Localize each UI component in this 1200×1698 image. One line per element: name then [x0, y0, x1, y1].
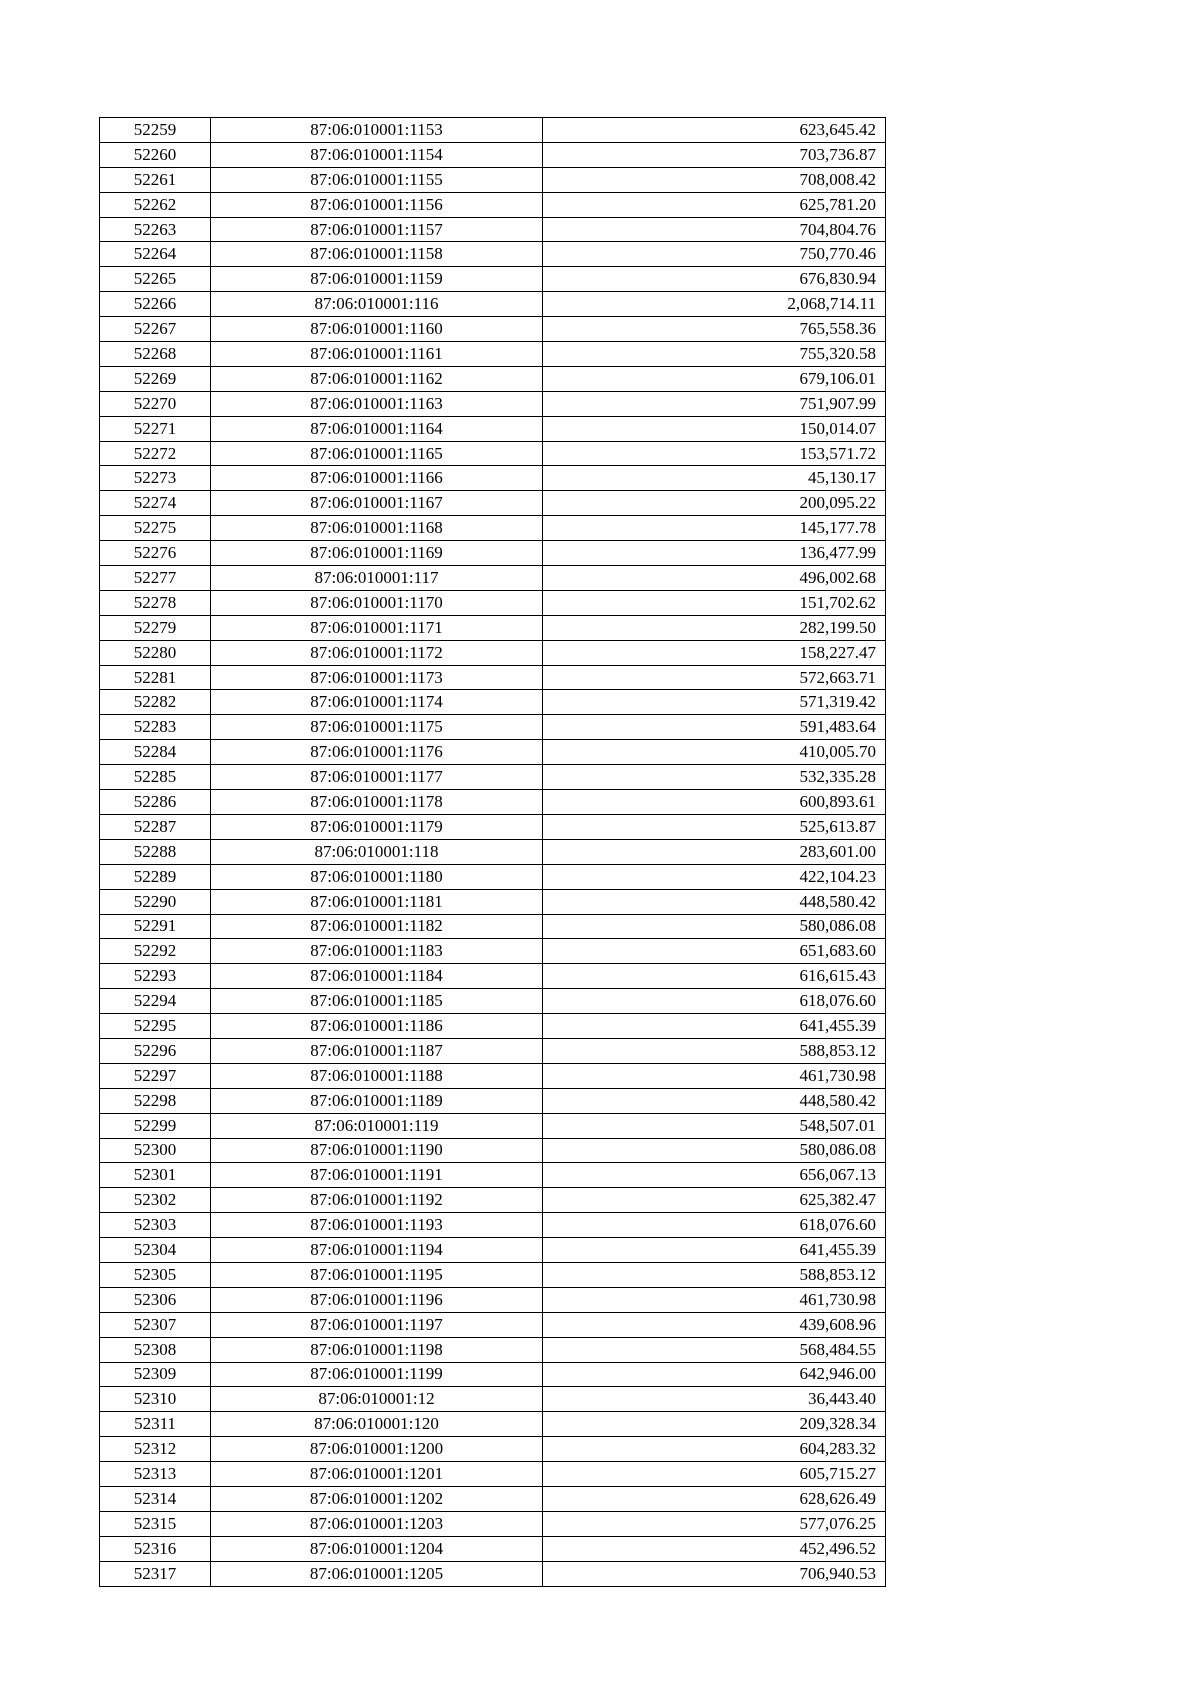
cadastral-number-cell: 87:06:010001:1170 — [211, 590, 543, 615]
value-cell: 703,736.87 — [543, 142, 886, 167]
table-row — [100, 267, 886, 292]
row-number-cell: 52311 — [100, 1412, 211, 1437]
row-number-cell: 52267 — [100, 317, 211, 342]
value-cell: 676,830.94 — [543, 267, 886, 292]
row-number-cell: 52289 — [100, 864, 211, 889]
table-row — [100, 1337, 886, 1362]
table-row — [100, 939, 886, 964]
row-number-cell: 52298 — [100, 1088, 211, 1113]
table-row — [100, 914, 886, 939]
row-number-cell: 52271 — [100, 416, 211, 441]
cadastral-number-cell: 87:06:010001:1173 — [211, 665, 543, 690]
cadastral-number-cell: 87:06:010001:1176 — [211, 740, 543, 765]
table-row — [100, 1163, 886, 1188]
value-cell: 448,580.42 — [543, 889, 886, 914]
row-number-cell: 52316 — [100, 1536, 211, 1561]
value-cell: 282,199.50 — [543, 615, 886, 640]
value-cell: 532,335.28 — [543, 765, 886, 790]
table-row — [100, 889, 886, 914]
row-number-cell: 52290 — [100, 889, 211, 914]
cadastral-number-cell: 87:06:010001:1181 — [211, 889, 543, 914]
value-cell: 496,002.68 — [543, 566, 886, 591]
row-number-cell: 52301 — [100, 1163, 211, 1188]
value-cell: 641,455.39 — [543, 1014, 886, 1039]
row-number-cell: 52291 — [100, 914, 211, 939]
value-cell: 625,781.20 — [543, 192, 886, 217]
value-cell: 651,683.60 — [543, 939, 886, 964]
table-row — [100, 989, 886, 1014]
table-row — [100, 864, 886, 889]
table-row — [100, 142, 886, 167]
cadastral-number-cell: 87:06:010001:1159 — [211, 267, 543, 292]
row-number-cell: 52269 — [100, 366, 211, 391]
table-row — [100, 740, 886, 765]
table-row — [100, 366, 886, 391]
value-cell: 153,571.72 — [543, 441, 886, 466]
cadastral-number-cell: 87:06:010001:1153 — [211, 118, 543, 143]
table-row — [100, 242, 886, 267]
value-cell: 605,715.27 — [543, 1462, 886, 1487]
value-cell: 45,130.17 — [543, 466, 886, 491]
value-cell: 577,076.25 — [543, 1511, 886, 1536]
table-row — [100, 541, 886, 566]
value-cell: 136,477.99 — [543, 541, 886, 566]
table-row — [100, 615, 886, 640]
cadastral-number-cell: 87:06:010001:1163 — [211, 391, 543, 416]
cadastral-number-cell: 87:06:010001:1161 — [211, 342, 543, 367]
value-cell: 765,558.36 — [543, 317, 886, 342]
cadastral-number-cell: 87:06:010001:117 — [211, 566, 543, 591]
value-cell: 568,484.55 — [543, 1337, 886, 1362]
row-number-cell: 52270 — [100, 391, 211, 416]
table-row — [100, 317, 886, 342]
value-cell: 706,940.53 — [543, 1561, 886, 1586]
value-cell: 209,328.34 — [543, 1412, 886, 1437]
value-cell: 150,014.07 — [543, 416, 886, 441]
table-row — [100, 1511, 886, 1536]
value-cell: 604,283.32 — [543, 1437, 886, 1462]
row-number-cell: 52274 — [100, 491, 211, 516]
row-number-cell: 52293 — [100, 964, 211, 989]
table-row — [100, 416, 886, 441]
value-cell: 600,893.61 — [543, 790, 886, 815]
value-cell: 548,507.01 — [543, 1113, 886, 1138]
row-number-cell: 52273 — [100, 466, 211, 491]
row-number-cell: 52313 — [100, 1462, 211, 1487]
table-row — [100, 1437, 886, 1462]
value-cell: 158,227.47 — [543, 640, 886, 665]
row-number-cell: 52260 — [100, 142, 211, 167]
table-row — [100, 790, 886, 815]
table-row — [100, 516, 886, 541]
row-number-cell: 52302 — [100, 1188, 211, 1213]
row-number-cell: 52306 — [100, 1287, 211, 1312]
value-cell: 572,663.71 — [543, 665, 886, 690]
cadastral-number-cell: 87:06:010001:1197 — [211, 1312, 543, 1337]
cadastral-number-cell: 87:06:010001:1198 — [211, 1337, 543, 1362]
value-cell: 36,443.40 — [543, 1387, 886, 1412]
row-number-cell: 52279 — [100, 615, 211, 640]
row-number-cell: 52286 — [100, 790, 211, 815]
value-cell: 708,008.42 — [543, 167, 886, 192]
table-row — [100, 1238, 886, 1263]
value-cell: 641,455.39 — [543, 1238, 886, 1263]
value-cell: 2,068,714.11 — [543, 292, 886, 317]
cadastral-number-cell: 87:06:010001:1203 — [211, 1511, 543, 1536]
table-row — [100, 1486, 886, 1511]
row-number-cell: 52262 — [100, 192, 211, 217]
cadastral-number-cell: 87:06:010001:1187 — [211, 1038, 543, 1063]
row-number-cell: 52272 — [100, 441, 211, 466]
row-number-cell: 52312 — [100, 1437, 211, 1462]
row-number-cell: 52292 — [100, 939, 211, 964]
row-number-cell: 52300 — [100, 1138, 211, 1163]
table-row — [100, 491, 886, 516]
row-number-cell: 52259 — [100, 118, 211, 143]
row-number-cell: 52308 — [100, 1337, 211, 1362]
cadastral-number-cell: 87:06:010001:1182 — [211, 914, 543, 939]
cadastral-number-cell: 87:06:010001:1194 — [211, 1238, 543, 1263]
table-row — [100, 1462, 886, 1487]
row-number-cell: 52276 — [100, 541, 211, 566]
cadastral-number-cell: 87:06:010001:1156 — [211, 192, 543, 217]
value-cell: 571,319.42 — [543, 690, 886, 715]
table-body — [100, 118, 886, 1587]
cadastral-number-cell: 87:06:010001:1196 — [211, 1287, 543, 1312]
value-cell: 616,615.43 — [543, 964, 886, 989]
cadastral-number-cell: 87:06:010001:1172 — [211, 640, 543, 665]
value-cell: 588,853.12 — [543, 1038, 886, 1063]
cadastral-number-cell: 87:06:010001:1180 — [211, 864, 543, 889]
row-number-cell: 52304 — [100, 1238, 211, 1263]
row-number-cell: 52261 — [100, 167, 211, 192]
table-row — [100, 590, 886, 615]
row-number-cell: 52296 — [100, 1038, 211, 1063]
table-row — [100, 715, 886, 740]
row-number-cell: 52285 — [100, 765, 211, 790]
table-row — [100, 192, 886, 217]
cadastral-number-cell: 87:06:010001:1160 — [211, 317, 543, 342]
table-row — [100, 292, 886, 317]
row-number-cell: 52303 — [100, 1213, 211, 1238]
table-row — [100, 839, 886, 864]
row-number-cell: 52294 — [100, 989, 211, 1014]
table-row — [100, 1262, 886, 1287]
value-cell: 410,005.70 — [543, 740, 886, 765]
value-cell: 625,382.47 — [543, 1188, 886, 1213]
cadastral-number-cell: 87:06:010001:1155 — [211, 167, 543, 192]
table-row — [100, 1412, 886, 1437]
row-number-cell: 52268 — [100, 342, 211, 367]
value-cell: 623,645.42 — [543, 118, 886, 143]
cadastral-number-cell: 87:06:010001:1177 — [211, 765, 543, 790]
value-cell: 656,067.13 — [543, 1163, 886, 1188]
table-row — [100, 1038, 886, 1063]
table-row — [100, 665, 886, 690]
cadastral-number-cell: 87:06:010001:1201 — [211, 1462, 543, 1487]
cadastral-number-cell: 87:06:010001:1184 — [211, 964, 543, 989]
row-number-cell: 52310 — [100, 1387, 211, 1412]
cadastral-number-cell: 87:06:010001:1167 — [211, 491, 543, 516]
table-row — [100, 342, 886, 367]
value-cell: 642,946.00 — [543, 1362, 886, 1387]
value-cell: 200,095.22 — [543, 491, 886, 516]
table-row — [100, 1312, 886, 1337]
row-number-cell: 52307 — [100, 1312, 211, 1337]
value-cell: 439,608.96 — [543, 1312, 886, 1337]
value-cell: 618,076.60 — [543, 989, 886, 1014]
value-cell: 591,483.64 — [543, 715, 886, 740]
value-cell: 422,104.23 — [543, 864, 886, 889]
table-row — [100, 1287, 886, 1312]
table-row — [100, 566, 886, 591]
table-row — [100, 1014, 886, 1039]
row-number-cell: 52315 — [100, 1511, 211, 1536]
row-number-cell: 52287 — [100, 814, 211, 839]
table-row — [100, 765, 886, 790]
cadastral-number-cell: 87:06:010001:1154 — [211, 142, 543, 167]
cadastral-number-cell: 87:06:010001:1189 — [211, 1088, 543, 1113]
cadastral-number-cell: 87:06:010001:116 — [211, 292, 543, 317]
value-cell: 755,320.58 — [543, 342, 886, 367]
table-row — [100, 1138, 886, 1163]
cadastral-number-cell: 87:06:010001:1165 — [211, 441, 543, 466]
cadastral-number-cell: 87:06:010001:1186 — [211, 1014, 543, 1039]
table-row — [100, 690, 886, 715]
row-number-cell: 52282 — [100, 690, 211, 715]
row-number-cell: 52281 — [100, 665, 211, 690]
row-number-cell: 52284 — [100, 740, 211, 765]
value-cell: 151,702.62 — [543, 590, 886, 615]
table-row — [100, 441, 886, 466]
value-cell: 704,804.76 — [543, 217, 886, 242]
value-cell: 588,853.12 — [543, 1262, 886, 1287]
cadastral-number-cell: 87:06:010001:1200 — [211, 1437, 543, 1462]
cadastral-number-cell: 87:06:010001:1183 — [211, 939, 543, 964]
cadastral-number-cell: 87:06:010001:1169 — [211, 541, 543, 566]
value-cell: 628,626.49 — [543, 1486, 886, 1511]
row-number-cell: 52266 — [100, 292, 211, 317]
data-table — [99, 117, 886, 1587]
cadastral-number-cell: 87:06:010001:120 — [211, 1412, 543, 1437]
table-row — [100, 167, 886, 192]
cadastral-number-cell: 87:06:010001:1168 — [211, 516, 543, 541]
table-row — [100, 1387, 886, 1412]
table-row — [100, 1536, 886, 1561]
cadastral-number-cell: 87:06:010001:1199 — [211, 1362, 543, 1387]
cadastral-number-cell: 87:06:010001:1185 — [211, 989, 543, 1014]
row-number-cell: 52277 — [100, 566, 211, 591]
cadastral-number-cell: 87:06:010001:1171 — [211, 615, 543, 640]
cadastral-number-cell: 87:06:010001:12 — [211, 1387, 543, 1412]
row-number-cell: 52263 — [100, 217, 211, 242]
table-row — [100, 1113, 886, 1138]
value-cell: 461,730.98 — [543, 1063, 886, 1088]
value-cell: 525,613.87 — [543, 814, 886, 839]
cadastral-number-cell: 87:06:010001:1204 — [211, 1536, 543, 1561]
cadastral-number-cell: 87:06:010001:1158 — [211, 242, 543, 267]
table-row — [100, 118, 886, 143]
cadastral-number-cell: 87:06:010001:1179 — [211, 814, 543, 839]
value-cell: 750,770.46 — [543, 242, 886, 267]
row-number-cell: 52314 — [100, 1486, 211, 1511]
row-number-cell: 52288 — [100, 839, 211, 864]
cadastral-number-cell: 87:06:010001:1162 — [211, 366, 543, 391]
table-row — [100, 1088, 886, 1113]
value-cell: 461,730.98 — [543, 1287, 886, 1312]
value-cell: 751,907.99 — [543, 391, 886, 416]
row-number-cell: 52265 — [100, 267, 211, 292]
row-number-cell: 52264 — [100, 242, 211, 267]
table-row — [100, 814, 886, 839]
cadastral-number-cell: 87:06:010001:1190 — [211, 1138, 543, 1163]
table-row — [100, 640, 886, 665]
row-number-cell: 52283 — [100, 715, 211, 740]
table-row — [100, 1188, 886, 1213]
cadastral-number-cell: 87:06:010001:1188 — [211, 1063, 543, 1088]
table-row — [100, 1213, 886, 1238]
table-row — [100, 964, 886, 989]
row-number-cell: 52299 — [100, 1113, 211, 1138]
row-number-cell: 52297 — [100, 1063, 211, 1088]
value-cell: 618,076.60 — [543, 1213, 886, 1238]
cadastral-number-cell: 87:06:010001:1175 — [211, 715, 543, 740]
cadastral-number-cell: 87:06:010001:119 — [211, 1113, 543, 1138]
table-row — [100, 466, 886, 491]
value-cell: 448,580.42 — [543, 1088, 886, 1113]
cadastral-number-cell: 87:06:010001:1193 — [211, 1213, 543, 1238]
cadastral-number-cell: 87:06:010001:1205 — [211, 1561, 543, 1586]
value-cell: 580,086.08 — [543, 914, 886, 939]
row-number-cell: 52278 — [100, 590, 211, 615]
value-cell: 452,496.52 — [543, 1536, 886, 1561]
cadastral-number-cell: 87:06:010001:1202 — [211, 1486, 543, 1511]
table-row — [100, 391, 886, 416]
row-number-cell: 52317 — [100, 1561, 211, 1586]
cadastral-number-cell: 87:06:010001:1166 — [211, 466, 543, 491]
value-cell: 580,086.08 — [543, 1138, 886, 1163]
row-number-cell: 52280 — [100, 640, 211, 665]
row-number-cell: 52305 — [100, 1262, 211, 1287]
cadastral-number-cell: 87:06:010001:1191 — [211, 1163, 543, 1188]
cadastral-number-cell: 87:06:010001:1192 — [211, 1188, 543, 1213]
table-row — [100, 1063, 886, 1088]
table-row — [100, 1362, 886, 1387]
cadastral-number-cell: 87:06:010001:1178 — [211, 790, 543, 815]
cadastral-number-cell: 87:06:010001:118 — [211, 839, 543, 864]
row-number-cell: 52309 — [100, 1362, 211, 1387]
cadastral-number-cell: 87:06:010001:1174 — [211, 690, 543, 715]
cadastral-number-cell: 87:06:010001:1164 — [211, 416, 543, 441]
table-row — [100, 1561, 886, 1586]
value-cell: 283,601.00 — [543, 839, 886, 864]
value-cell: 145,177.78 — [543, 516, 886, 541]
cadastral-number-cell: 87:06:010001:1157 — [211, 217, 543, 242]
table-row — [100, 217, 886, 242]
row-number-cell: 52295 — [100, 1014, 211, 1039]
cadastral-number-cell: 87:06:010001:1195 — [211, 1262, 543, 1287]
row-number-cell: 52275 — [100, 516, 211, 541]
value-cell: 679,106.01 — [543, 366, 886, 391]
